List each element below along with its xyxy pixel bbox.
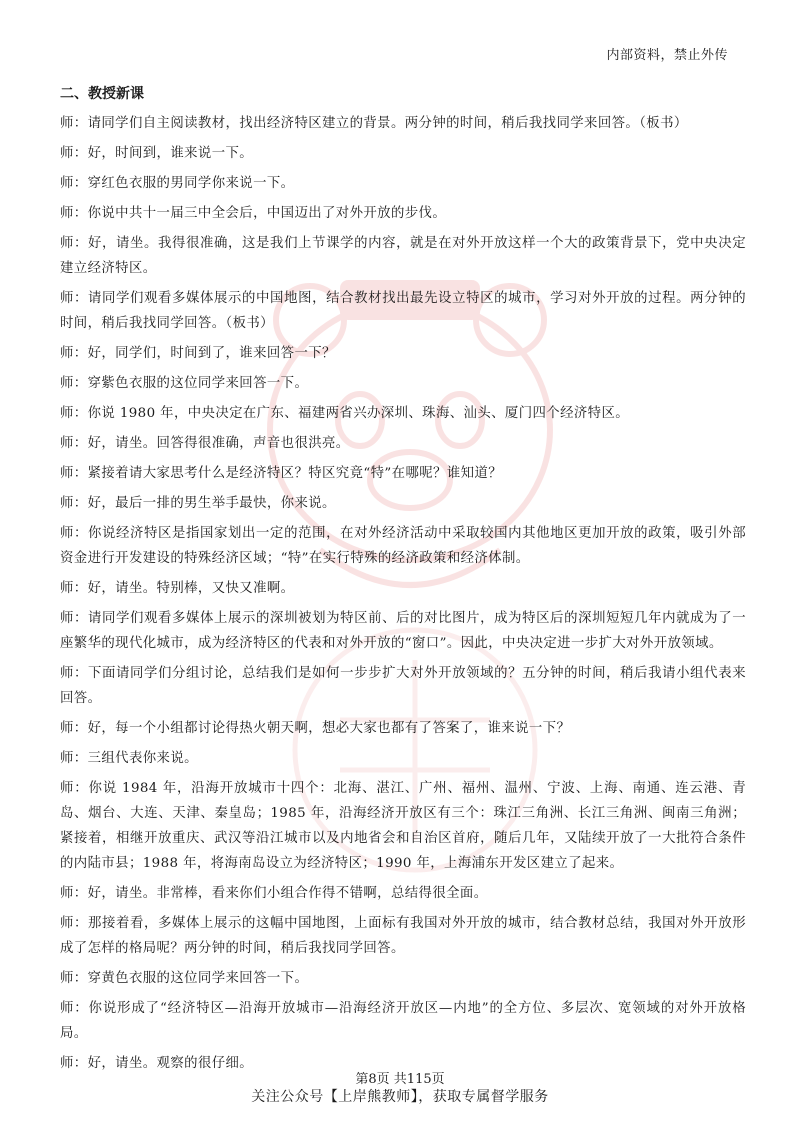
confidential-note: 内部资料，禁止外传 <box>606 48 728 63</box>
dialogue-line: 师：好，请坐。回答得很准确，声音也很洪亮。 <box>60 436 350 451</box>
dialogue-line: 师：穿紫色衣服的这位同学来回答一下。 <box>60 376 309 391</box>
dialogue-line: 师：好，同学们，时间到了，谁来回答一下？ <box>60 346 336 361</box>
dialogue-line: 师：好，请坐。我得很准确，这是我们上节课学的内容，就是在对外开放这样一个大的政策背景下，党中央决定建立经济特区。 <box>60 236 746 276</box>
section-title: 二、教授新课 <box>60 86 144 102</box>
dialogue-line: 师：那接着看，多媒体上展示的这幅中国地图，上面标有我国对外开放的城市，结合教材总结，我国对外开放形成了怎样的格局呢？两分钟的时间，稍后我找同学回答。 <box>60 916 746 956</box>
dialogue-line: 师：穿红色衣服的男同学你来说一下。 <box>60 176 295 191</box>
dialogue-line: 师：好，请坐。特别棒，又快又准啊。 <box>60 581 295 596</box>
dialogue-line: 师：好，请坐。非常棒，看来你们小组合作得不错啊，总结得很全面。 <box>60 886 488 901</box>
dialogue-line: 师：好，每一个小组都讨论得热火朝天啊，想必大家也都有了答案了，谁来说一下？ <box>60 721 571 736</box>
dialogue-line: 师：请同学们自主阅读教材，找出经济特区建立的背景。两分钟的时间，稍后我找同学来回答。（板书） <box>60 116 688 131</box>
dialogue-line: 师：请同学们观看多媒体上展示的深圳被划为特区前、后的对比图片，成为特区后的深圳短短几年内就成为了一座繁华的现代化城市，成为经济特区的代表和对外开放的“窗口”。因此，中央决定进一步扩大对外开放领域。 <box>60 611 746 651</box>
dialogue-line: 师：穿黄色衣服的这位同学来回答一下。 <box>60 971 309 986</box>
dialogue-list <box>60 111 746 1076</box>
dialogue-line: 师：好，请坐。观察的很仔细。 <box>60 1056 254 1071</box>
dialogue-line: 师：你说经济特区是指国家划出一定的范围，在对外经济活动中采取较国内其他地区更加开放的政策，吸引外部资金进行开发建设的特殊经济区域；“特”在实行特殊的经济政策和经济体制。 <box>60 526 746 566</box>
page-number: 第8页 共115页 <box>355 1072 445 1087</box>
document-body <box>60 84 746 1081</box>
dialogue-line: 师：你说 1984 年，沿海开放城市十四个：北海、湛江、广州、福州、温州、宁波、上海、南通、连云港、青岛、烟台、大连、天津、秦皇岛；1985 年，沿海经济开放区有三个：珠江三角洲、长江三角洲、闽南三角洲；紧接着，相继开放重庆、武汉等沿江城市以及内地省会和自治区首府，随后几年，又陆续开放了一大批符合条件的内陆市县；1988 年，将海南岛设立为经济特区；1990 年，上海浦东开发区建立了起来。 <box>60 781 746 871</box>
dialogue-line: 师：好，时间到，谁来说一下。 <box>60 146 254 161</box>
footer-promo: 关注公众号【上岸熊教师】，获取专属督学服务 <box>251 1089 549 1105</box>
dialogue-line: 师：好，最后一排的男生举手最快，你来说。 <box>60 496 336 511</box>
dialogue-line: 师：下面请同学们分组讨论，总结我们是如何一步步扩大对外开放领域的？五分钟的时间，稍后我请小组代表来回答。 <box>60 666 746 706</box>
dialogue-line: 师：你说形成了“经济特区—沿海开放城市—沿海经济开放区—内地”的全方位、多层次、宽领域的对外开放格局。 <box>60 1001 746 1041</box>
dialogue-line: 师：紧接着请大家思考什么是经济特区？特区究竟“特”在哪呢？谁知道？ <box>60 466 502 481</box>
dialogue-line: 师：你说中共十一届三中全会后，中国迈出了对外开放的步伐。 <box>60 206 447 221</box>
dialogue-line: 师：请同学们观看多媒体展示的中国地图，结合教材找出最先设立特区的城市，学习对外开放的过程。两分钟的时间，稍后我找同学回答。（板书） <box>60 291 746 331</box>
dialogue-line: 师：三组代表你来说。 <box>60 751 198 766</box>
dialogue-line: 师：你说 1980 年，中央决定在广东、福建两省兴办深圳、珠海、汕头、厦门四个经济特区。 <box>60 406 630 421</box>
